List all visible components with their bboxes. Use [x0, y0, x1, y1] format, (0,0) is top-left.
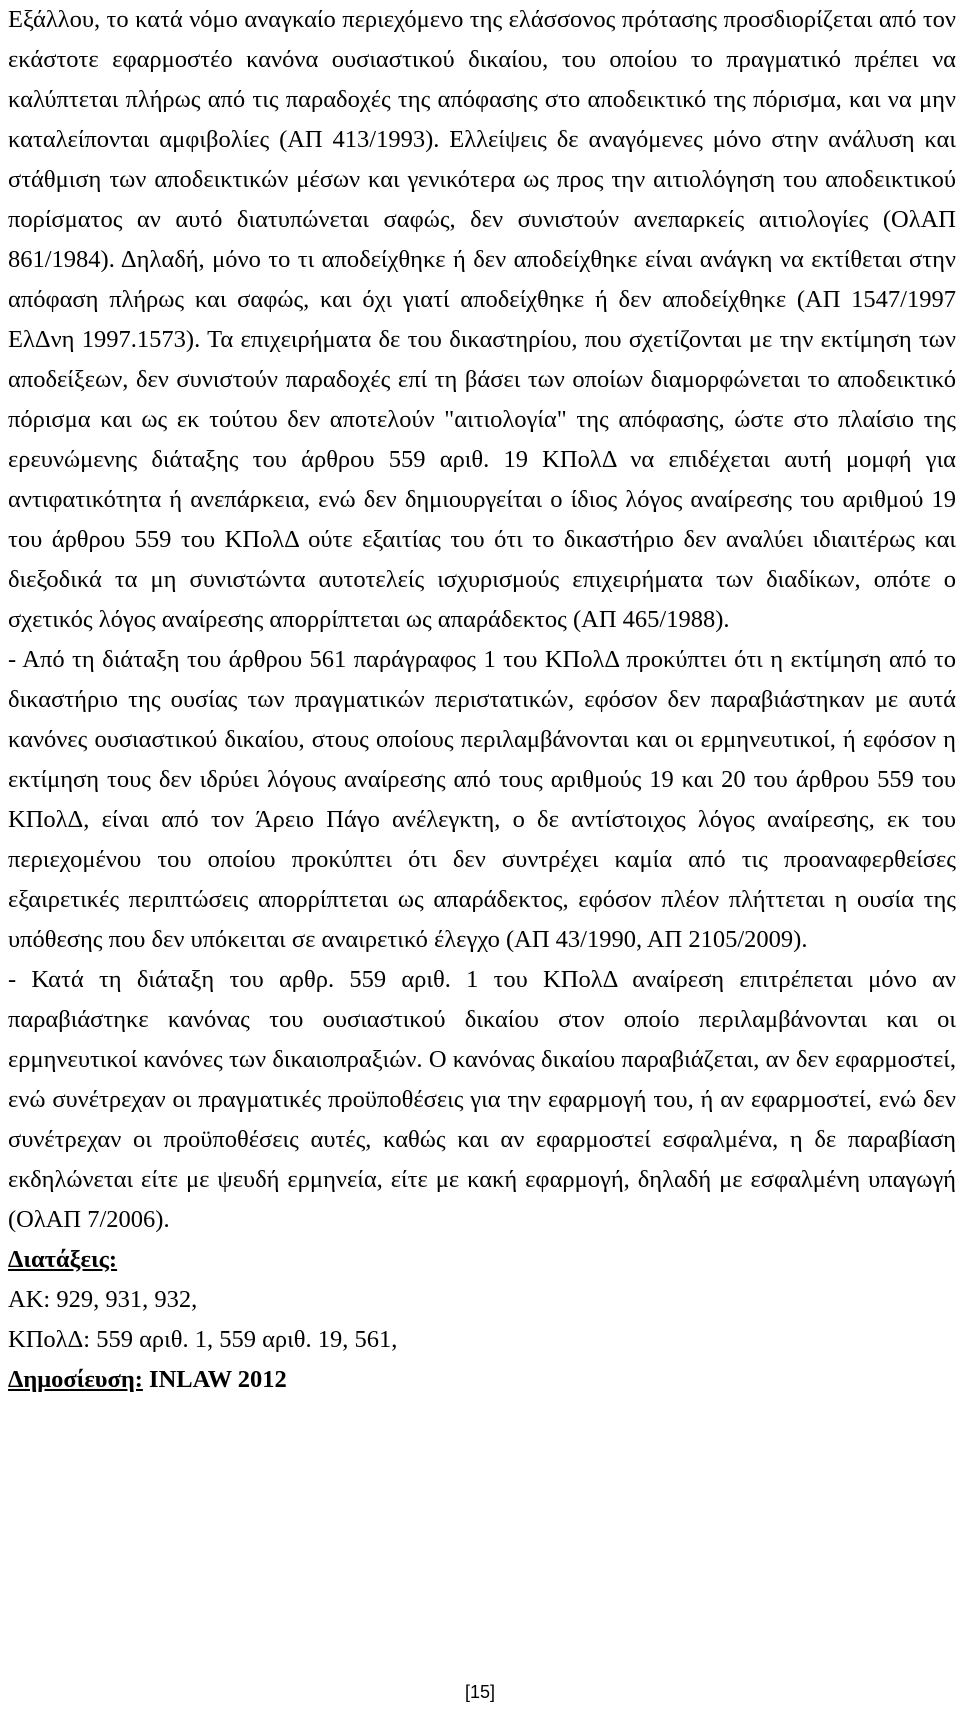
publication-label: Δημοσίευση:	[8, 1366, 143, 1393]
publication-line	[8, 1360, 956, 1400]
publication-value: INLAW 2012	[142, 1366, 287, 1393]
paragraph-article-561: - Από τη διάταξη του άρθρου 561 παράγραφος 1 του ΚΠολΔ προκύπτει ότι η εκτίμηση από το δικαστήριο της ουσίας των πραγματικών περιστατικών, εφόσον δεν παραβιάστηκαν με αυτά κανόνες ουσιαστικού δικαίου, στους οποίους περιλαμβάνονται και οι ερμηνευτικοί, ή εφόσον η εκτίμηση τους δεν ιδρύει λόγους αναίρεσης από τους αριθμούς 19 και 20 του άρθρου 559 του ΚΠολΔ, είναι από τον Άρειο Πάγο ανέλεγκτη, ο δε αντίστοιχος λόγος αναίρεσης, εκ του περιεχομένου του οποίου προκύπτει ότι δεν συντρέχει καμία από τις προαναφερθείσες εξαιρετικές περιπτώσεις απορρίπτεται ως απαράδεκτος, εφόσον πλέον πλήττεται η ουσία της υπόθεσης που δεν υπόκειται σε αναιρετικό έλεγχο (ΑΠ 43/1990, ΑΠ 2105/2009).	[8, 646, 956, 953]
page-number: [15]	[464, 1682, 496, 1702]
provisions-heading	[8, 1240, 956, 1280]
paragraph-reasoning: Εξάλλου, το κατά νόμο αναγκαίο περιεχόμενο της ελάσσονος πρότασης προσδιορίζεται από τον εκάστοτε εφαρμοστέο κανόνα ουσιαστικού δικαίου, του οποίου το πραγματικό πρέπει να καλύπτεται πλήρως από τις παραδοχές της απόφασης στο αποδεικτικό της πόρισμα, και να μην καταλείπονται αμφιβολίες (ΑΠ 413/1993). Ελλείψεις δε αναγόμενες μόνο στην ανάλυση και στάθμιση των αποδεικτικών μέσων και γενικότερα ως προς την αιτιολόγηση του αποδεικτικού πορίσματος αν αυτό διατυπώνεται σαφώς, δεν συνιστούν ανεπαρκείς αιτιολογίες (ΟλΑΠ 861/1984). Δηλαδή, μόνο το τι αποδείχθηκε ή δεν αποδείχθηκε είναι ανάγκη να εκτίθεται στην απόφαση πλήρως και σαφώς, και όχι γιατί αποδείχθηκε ή δεν αποδείχθηκε (ΑΠ 1547/1997 ΕλΔνη 1997.1573). Τα επιχειρήματα δε του δικαστηρίου, που σχετίζονται με την εκτίμηση των αποδείξεων, δεν συνιστούν παραδοχές επί τη βάσει των οποίων διαμορφώνεται το αποδεικτικό πόρισμα και ως εκ τούτου δεν αποτελούν "αιτιολογία" της απόφασης, ώστε στο πλαίσιο της ερευνώμενης διάταξης του άρθρου 559 αριθ. 19 ΚΠολΔ να επιδέχεται αυτή μομφή για αντιφατικότητα ή ανεπάρκεια, ενώ δεν δημιουργείται ο ίδιος λόγος αναίρεσης του αριθμού 19 του άρθρου 559 του ΚΠολΔ ούτε εξαιτίας του ότι το δικαστήριο δεν αναλύει ιδιαιτέρως και διεξοδικά τα μη συνιστώντα αυτοτελείς ισχυρισμούς επιχειρήματα των διαδίκων, οπότε ο σχετικός λόγος αναίρεσης απορρίπτεται ως απαράδεκτος (ΑΠ 465/1988).	[8, 6, 956, 633]
provisions-heading-text: Διατάξεις:	[8, 1246, 118, 1273]
document-page	[8, 0, 956, 1400]
provision-line-kpold: ΚΠολΔ: 559 αριθ. 1, 559 αριθ. 19, 561,	[8, 1326, 398, 1353]
paragraph-article-559: - Κατά τη διάταξη του αρθρ. 559 αριθ. 1 του ΚΠολΔ αναίρεση επιτρέπεται μόνο αν παραβιάστηκε κανόνας του ουσιαστικού δικαίου στον οποίο περιλαμβάνονται και οι ερμηνευτικοί κανόνες των δικαιοπραξιών. Ο κανόνας δικαίου παραβιάζεται, αν δεν εφαρμοστεί, ενώ συνέτρεχαν οι πραγματικές προϋποθέσεις για την εφαρμογή του, ή αν εφαρμοστεί, ενώ δεν συνέτρεχαν οι προϋποθέσεις αυτές, καθώς και αν εφαρμοστεί εσφαλμένα, η δε παραβίαση εκδηλώνεται είτε με ψευδή ερμηνεία, είτε με κακή εφαρμογή, δηλαδή με εσφαλμένη υπαγωγή (ΟλΑΠ 7/2006).	[8, 966, 956, 1233]
provision-line-ak: ΑΚ: 929, 931, 932,	[8, 1286, 198, 1313]
